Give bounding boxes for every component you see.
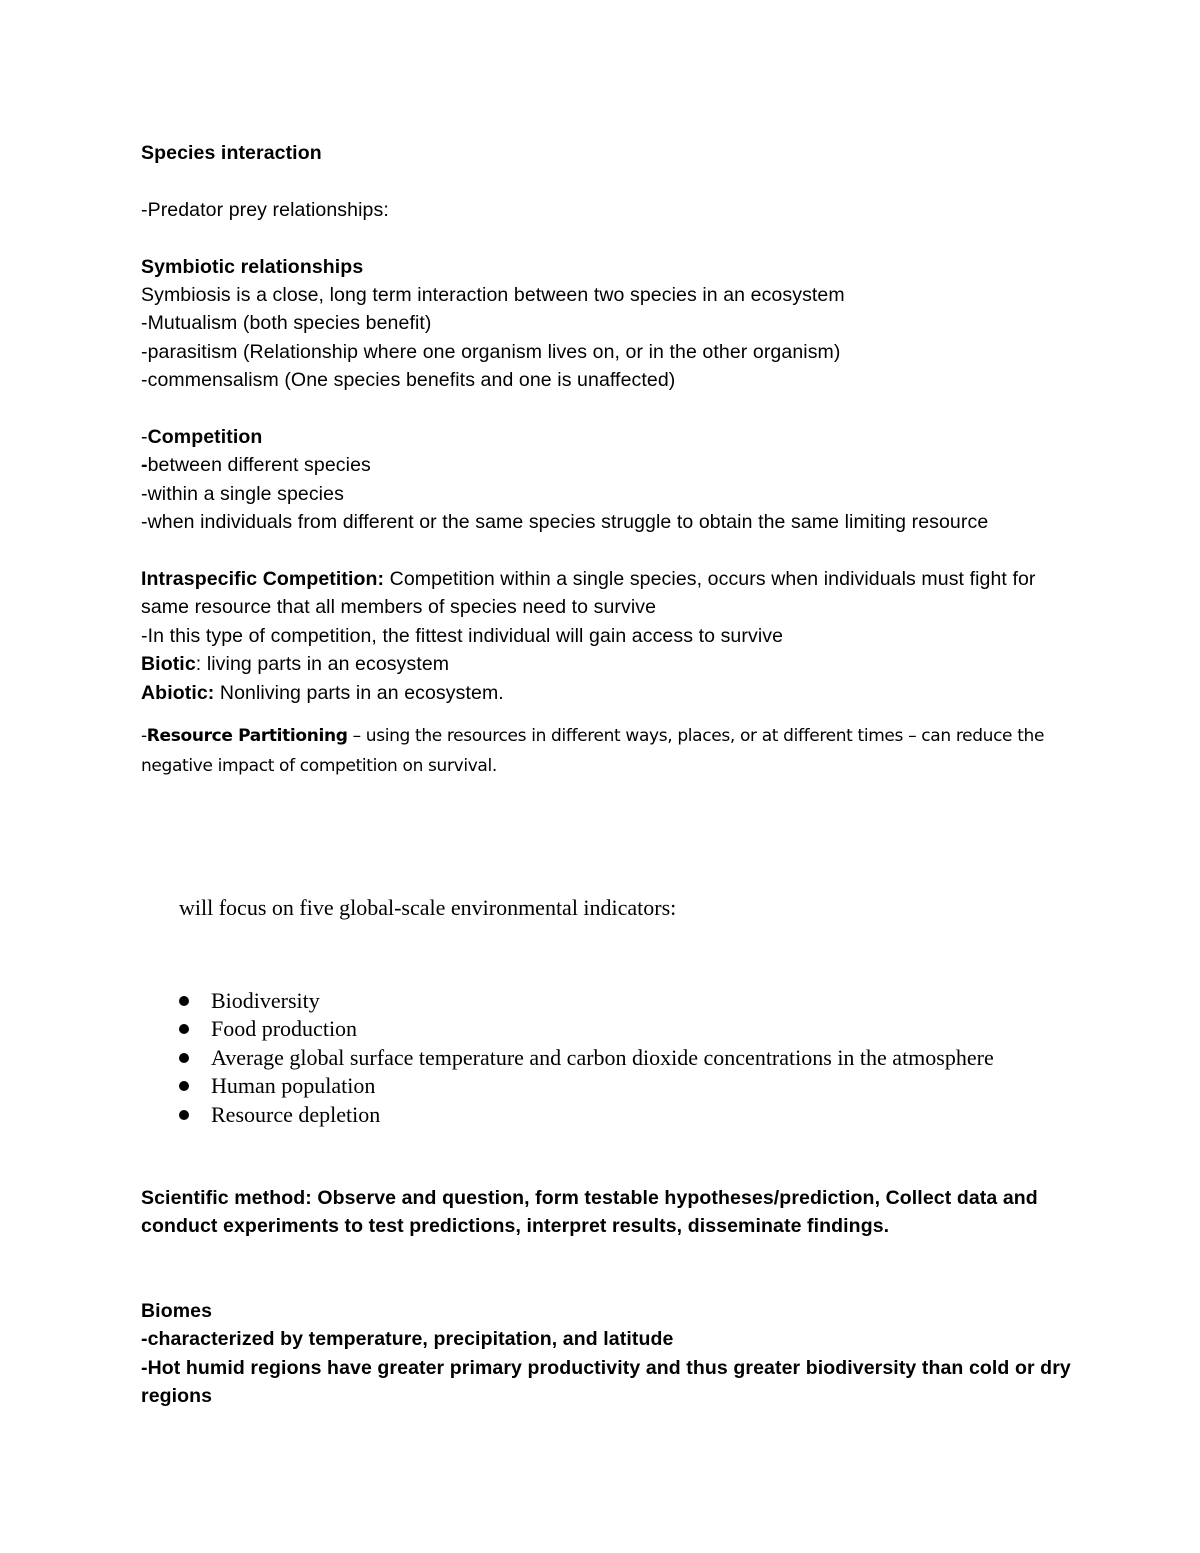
list-item: Food production <box>179 1015 1039 1043</box>
resource-partitioning-label: Resource Partitioning <box>146 726 348 747</box>
intraspecific-label: Intraspecific Competition: <box>141 568 385 591</box>
biomes-hot-humid-line: -Hot humid regions have greater primary productivity and thus greater biodiversity than cold or dry regions <box>141 1356 1071 1408</box>
competition-heading: Competition <box>147 426 263 449</box>
commensalism-line: -commensalism (One species benefits and one is unaffected) <box>141 369 676 392</box>
symbiosis-definition: Symbiosis is a close, long term interaction between two species in an ecosystem <box>141 284 845 306</box>
limiting-resource-line: -when individuals from different or the same species struggle to obtain the same limiting resource <box>141 511 989 534</box>
biomes-characterized-line: -characterized by temperature, precipitation, and latitude <box>141 1328 674 1351</box>
biotic-line: Biotic: living parts in an ecosystem <box>141 653 450 676</box>
fittest-line: -In this type of competition, the fittest individual will gain access to survive <box>141 624 784 647</box>
list-item: Average global surface temperature and carbon dioxide concentrations in the atmosphere <box>179 1044 1039 1072</box>
within-species-line: -within a single species <box>141 482 344 505</box>
biomes-section <box>141 1297 1071 1411</box>
indicators-intro: will focus on five global-scale environmental indicators: <box>179 895 677 920</box>
biotic-label: Biotic <box>141 653 196 676</box>
symbiotic-heading: Symbiotic relationships <box>141 255 364 278</box>
resource-partitioning-paragraph: -Resource Partitioning – using the resources in different ways, places, or at different times – can reduce the negative impact of competition on survival. <box>141 726 1045 777</box>
biomes-heading: Biomes <box>141 1300 213 1322</box>
scientific-method-paragraph: Scientific method: Observe and question, form testable hypotheses/prediction, Collect data and conduct experiments to test predictions, interpret results, disseminate findings. <box>141 1187 1038 1238</box>
abiotic-line: Abiotic: Nonliving parts in an ecosystem. <box>141 681 504 704</box>
bullet-icon <box>179 1110 189 1120</box>
mutualism-line: -Mutualism (both species benefit) <box>141 312 432 335</box>
bullet-icon <box>179 1053 189 1063</box>
indicators-list <box>179 987 1039 1129</box>
list-item: Resource depletion <box>179 1101 1039 1129</box>
between-species-line: -between different species <box>141 454 371 477</box>
bullet-icon <box>179 996 189 1006</box>
list-item: Biodiversity <box>179 987 1039 1015</box>
bullet-icon <box>179 1024 189 1034</box>
abiotic-label: Abiotic: <box>141 681 215 704</box>
page-title: Species interaction <box>141 142 322 164</box>
intraspecific-paragraph: Intraspecific Competition: Competition within a single species, occurs when individuals must fight for same resource that all members of species need to survive <box>141 568 1036 619</box>
competition-heading-line: -Competition <box>141 426 263 449</box>
parasitism-line: -parasitism (Relationship where one organism lives on, or in the other organism) <box>141 340 841 363</box>
list-item: Human population <box>179 1072 1039 1100</box>
predator-prey-line: -Predator prey relationships: <box>141 198 389 221</box>
notes-upper-section <box>141 139 1071 781</box>
bullet-icon <box>179 1081 189 1091</box>
